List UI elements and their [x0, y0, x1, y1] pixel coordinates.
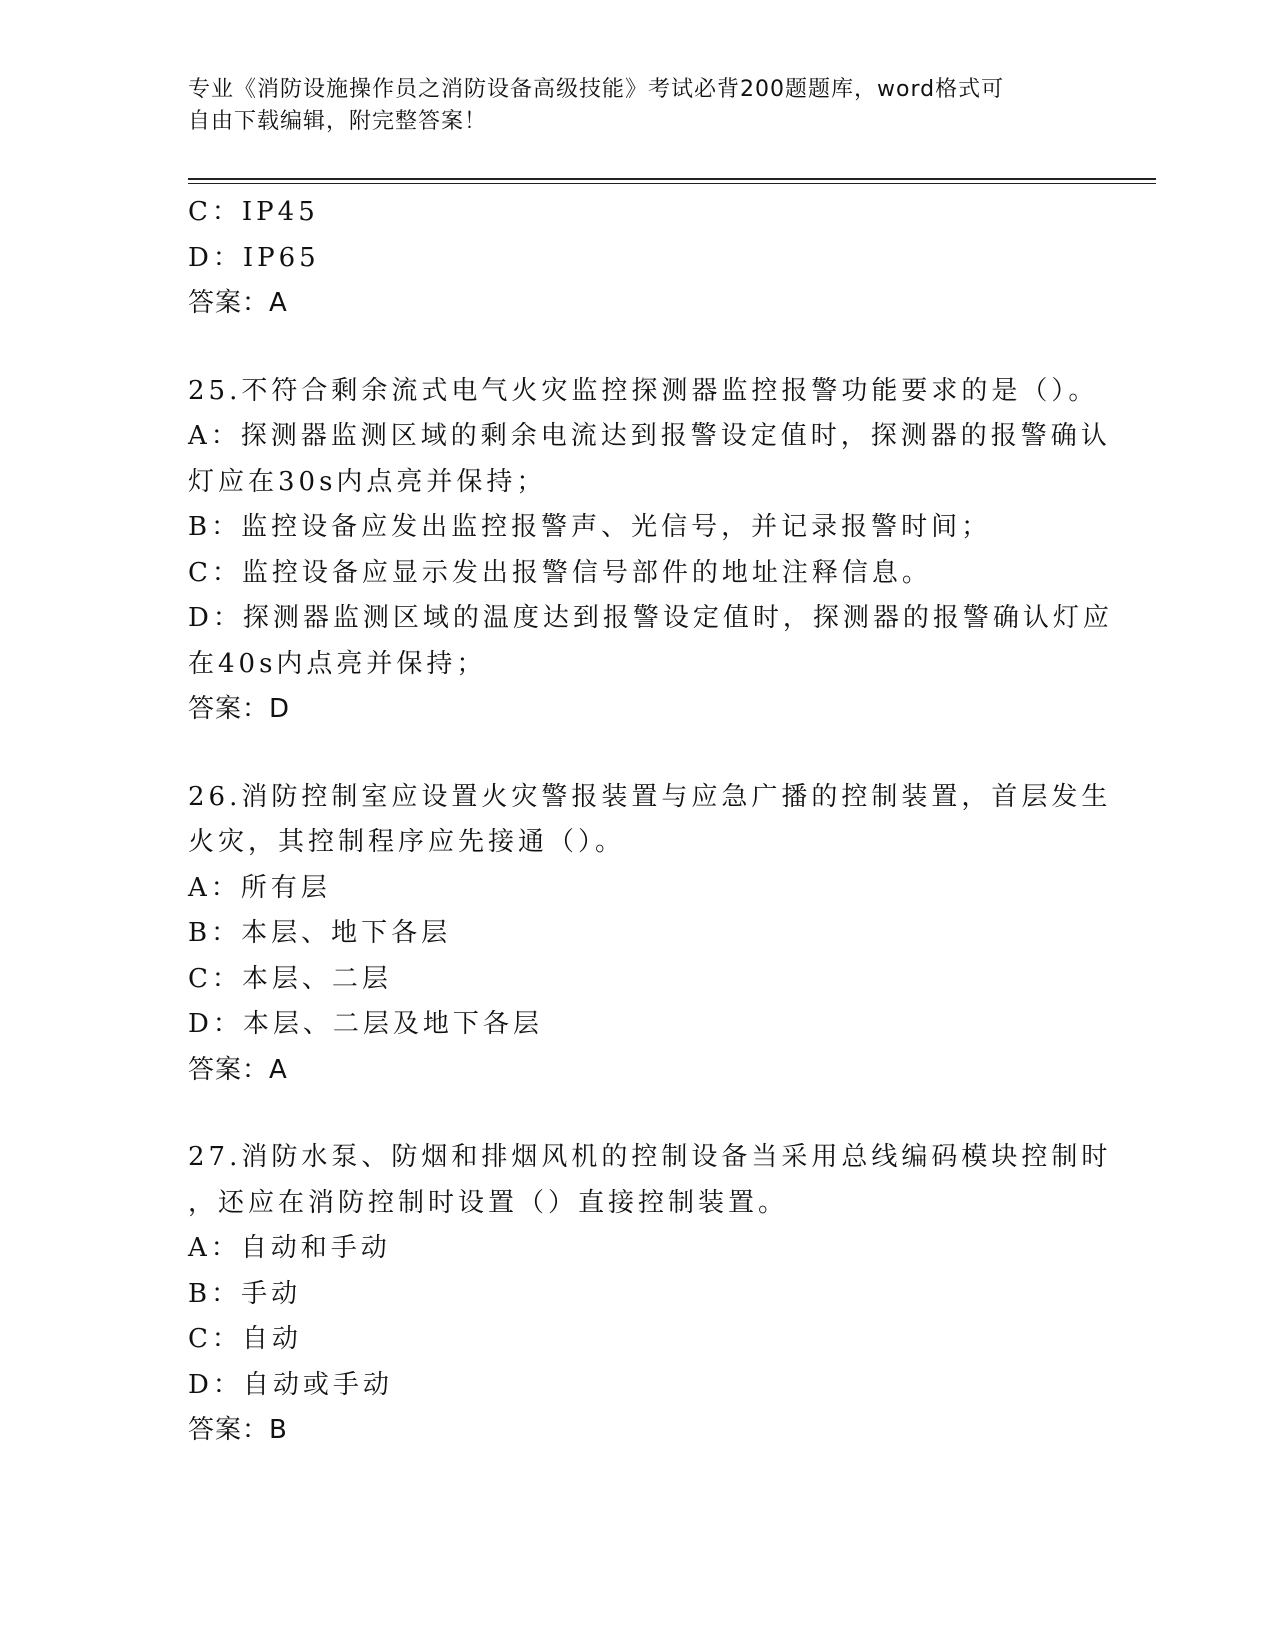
question-stem: 27.消防水泵、防烟和排烟风机的控制设备当采用总线编码模块控制时	[188, 1142, 1112, 1172]
question-stem-continued: 火灾，其控制程序应先接通（）。	[188, 827, 626, 857]
option-d-continued: 在40s内点亮并保持；	[188, 648, 487, 679]
option-d: D：探测器监测区域的温度达到报警设定值时，探测器的报警确认灯应	[188, 603, 1113, 633]
answer-line: 答案：A	[188, 1054, 288, 1085]
question-list	[188, 190, 1113, 1454]
option-d: D：自动或手动	[188, 1369, 393, 1400]
option-b: B：本层、地下各层	[188, 918, 452, 948]
header-divider	[188, 178, 1156, 184]
answer-line: 答案：A	[188, 288, 288, 318]
option-d: D：本层、二层及地下各层	[188, 1009, 543, 1039]
option-b: B：手动	[188, 1278, 302, 1309]
question-block-26	[188, 775, 1112, 1094]
option-a: A：所有层	[188, 872, 331, 903]
question-stem: 25.不符合剩余流式电气火灾监控探测器监控报警功能要求的是（）。	[188, 375, 1099, 406]
option-c: C：本层、二层	[188, 963, 392, 994]
answer-line: 答案：B	[188, 1415, 288, 1445]
option-c: C：IP45	[188, 197, 319, 227]
question-block-27	[188, 1135, 1112, 1454]
question-block-25	[188, 369, 1113, 733]
option-b: B：监控设备应发出监控报警声、光信号，并记录报警时间；	[188, 512, 992, 542]
option-c: C：自动	[188, 1324, 302, 1354]
question-stem: 26.消防控制室应设置火灾警报装置与应急广播的控制装置，首层发生	[188, 781, 1112, 812]
header-line-1: 专业《消防设施操作员之消防设备高级技能》考试必背200题题库，word格式可	[188, 77, 1005, 102]
option-a: A：自动和手动	[188, 1233, 391, 1263]
option-a-continued: 灯应在30s内点亮并保持；	[188, 466, 547, 497]
question-stem-continued: ，还应在消防控制时设置（）直接控制装置。	[188, 1187, 789, 1218]
option-c: C：监控设备应显示发出报警信号部件的地址注释信息。	[188, 557, 932, 588]
document-header	[188, 74, 1068, 138]
answer-line: 答案：D	[188, 694, 291, 724]
header-line-2: 自由下载编辑，附完整答案！	[188, 109, 488, 134]
option-d: D：IP65	[188, 242, 320, 273]
prev-question-block	[188, 190, 1088, 327]
option-a: A：探测器监测区域的剩余电流达到报警设定值时，探测器的报警确认	[188, 421, 1111, 451]
